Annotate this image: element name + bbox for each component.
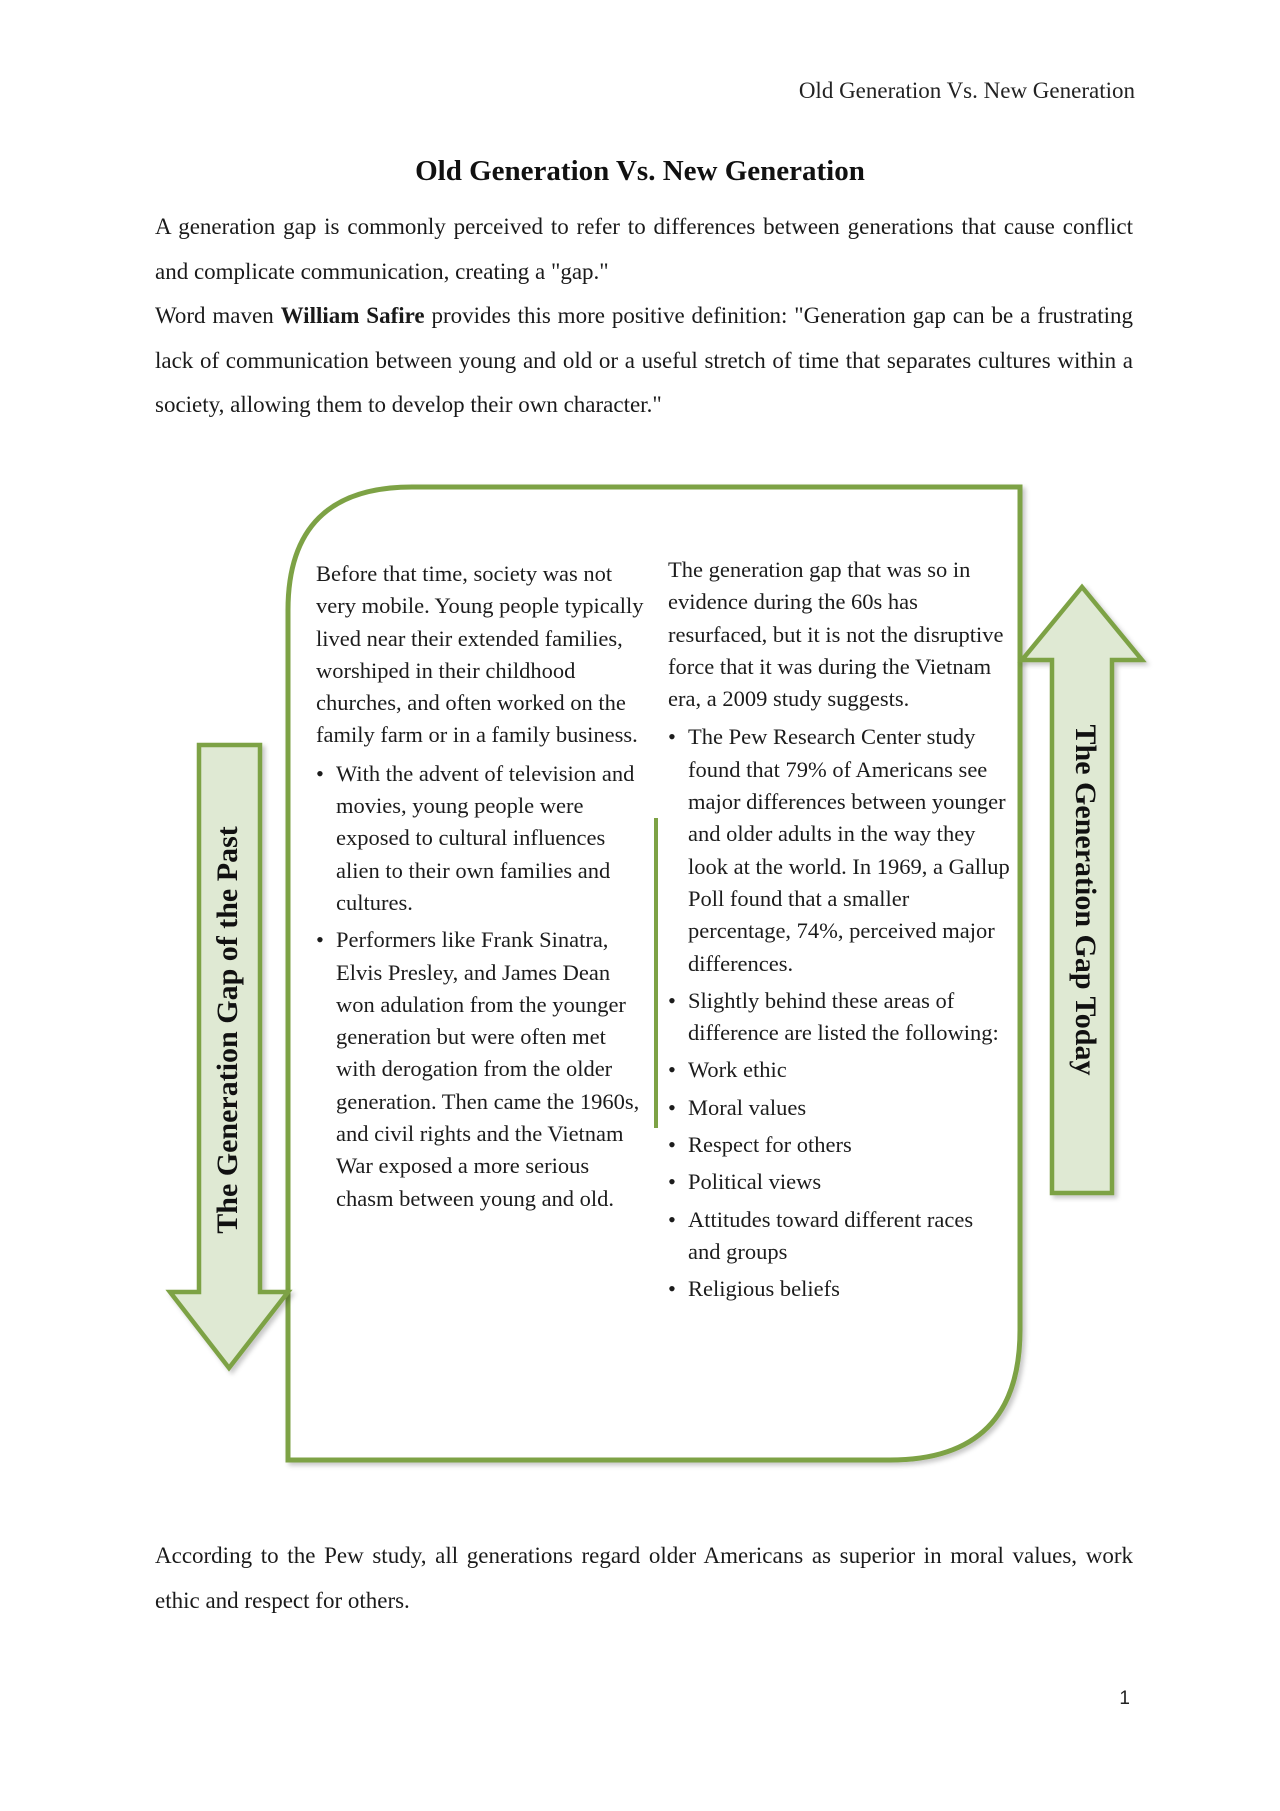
list-item: • Respect for others <box>668 1129 1010 1161</box>
running-header: Old Generation Vs. New Generation <box>798 78 1135 103</box>
intro-paragraph-1: A generation gap is commonly perceived to refer to differences between generations that cause conflict and complicate communication, creating a "gap." <box>155 214 1133 284</box>
closing-paragraph: According to the Pew study, all generations regard older Americans as superior in moral values, work ethic and respect for others. <box>155 1543 1133 1613</box>
intro-p2-rest: provides this more positive definition: "Generation gap can be a frustrating lack of communication between young and old or a useful stretch of time that separates cultures within a society, allowing them to develop their own character." <box>155 303 1133 417</box>
william-safire-name: William Safire <box>280 303 425 328</box>
left-bullet-list <box>316 758 648 1215</box>
today-gap-arrow-label: The Generation Gap Today <box>1069 724 1102 1076</box>
list-item: • Political views <box>668 1166 1010 1198</box>
past-gap-arrow-label: The Generation Gap of the Past <box>211 826 244 1234</box>
list-item: • Slightly behind these areas of difference are listed the following: <box>668 985 1010 1050</box>
list-item: • Work ethic <box>668 1054 1010 1086</box>
list-item: • The Pew Research Center study found that 79% of Americans see major differences between younger and older adults in the way they look at the world. In 1969, a Gallup Poll found that a smaller percentage, 74%, perceived major differences. <box>668 721 1010 979</box>
left-column <box>316 558 648 1220</box>
page-number: 1 <box>1119 1688 1130 1709</box>
intro-p2-lead: Word maven <box>155 303 281 328</box>
list-item: • Performers like Frank Sinatra, Elvis Presley, and James Dean won adulation from the younger generation but were often met with derogation from the older generation. Then came the 1960s, and civil rights and the Vietnam War exposed a more serious chasm between young and old. <box>316 924 648 1215</box>
right-column-intro: The generation gap that was so in evidence during the 60s has resurfaced, but it is not the disruptive force that it was during the Vietnam era, a 2009 study suggests. <box>668 557 1004 712</box>
right-bullet-list <box>668 721 1010 1305</box>
closing-section <box>155 1534 1133 1623</box>
page-title: Old Generation Vs. New Generation <box>415 155 865 187</box>
list-item: • Attitudes toward different races and groups <box>668 1204 1010 1269</box>
list-item: • With the advent of television and movies, young people were exposed to cultural influences alien to their own families and cultures. <box>316 758 648 919</box>
left-column-intro: Before that time, society was not very mobile. Young people typically lived near their extended families, worshiped in their childhood churches, and often worked on the family farm or in a family business. <box>316 561 644 748</box>
right-column <box>668 554 1010 1311</box>
list-item: • Moral values <box>668 1092 1010 1124</box>
list-item: • Religious beliefs <box>668 1273 1010 1305</box>
